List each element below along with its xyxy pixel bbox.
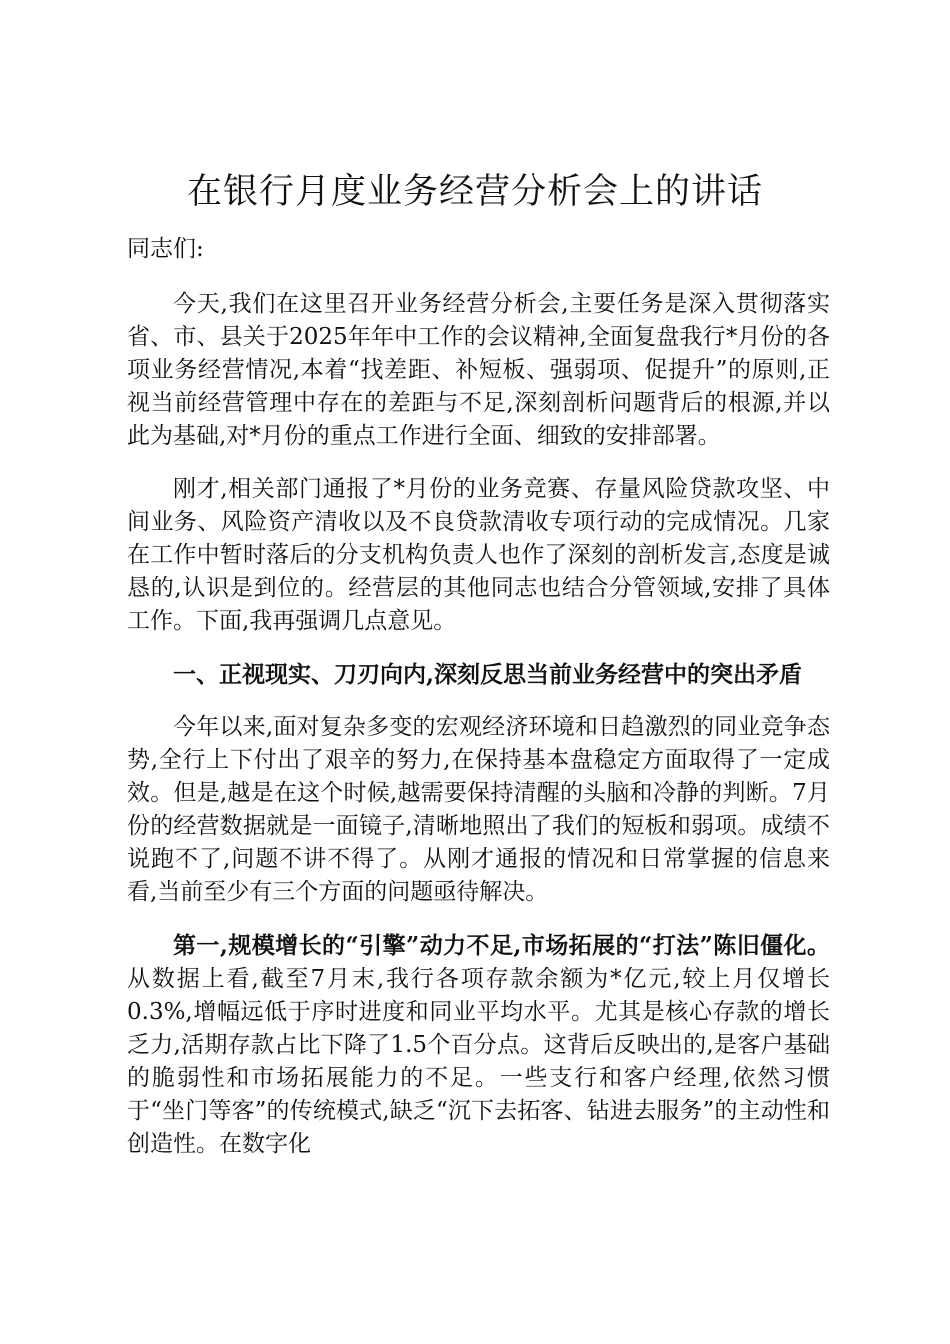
paragraph-briefing: 刚才,相关部门通报了*月份的业务竞赛、存量风险贷款攻坚、中间业务、风险资产清收以及不良贷款清收专项行动的完成情况。几家在工作中暂时落后的分支机构负责人也作了深刻的剖析发言,态度是诚恳的,认识是到位的。经营层的其他同志也结合分管领域,安排了具体工作。下面,我再强调几点意见。 xyxy=(127,476,830,634)
document-body xyxy=(127,233,830,1161)
salutation: 同志们: xyxy=(127,236,204,262)
paragraph-section-1: 今年以来,面对复杂多变的宏观经济环境和日趋激烈的同业竞争态势,全行上下付出了艰辛的努力,在保持基本盘稳定方面取得了一定成效。但是,越是在这个时候,越需要保持清醒的头脑和冷静的判断。7月份的经营数据就是一面镜子,清晰地照出了我们的短板和弱项。成绩不说跑不了,问题不讲不得了。从刚才通报的情况和日常掌握的信息来看,当前至少有三个方面的问题亟待解决。 xyxy=(127,714,830,905)
document-title: 在银行月度业务经营分析会上的讲话 xyxy=(186,172,763,212)
point-one-lead: 第一,规模增长的“引擎”动力不足,市场拓展的“打法”陈旧僵化。 xyxy=(173,932,830,959)
point-one-text: 从数据上看,截至7月末,我行各项存款余额为*亿元,较上月仅增长0.3%,增幅远低于序时进度和同业平均水平。尤其是核心存款的增长乏力,活期存款占比下降了1.5个百分点。这背后反映出的,是客户基础的脆弱性和市场拓展能力的不足。一些支行和客户经理,依然习惯于“坐门等客”的传统模式,缺乏“沉下去拓客、钻进去服务”的主动性和创造性。在数字化 xyxy=(127,966,830,1157)
paragraph-opening: 今天,我们在这里召开业务经营分析会,主要任务是深入贯彻落实省、市、县关于2025年年中工作的会议精神,全面复盘我行*月份的各项业务经营情况,本着“找差距、补短板、强弱项、促提升”的原则,正视当前经营管理中存在的差距与不足,深刻剖析问题背后的根源,并以此为基础,对*月份的重点工作进行全面、细致的安排部署。 xyxy=(127,291,830,449)
section-heading-1: 一、正视现实、刀刃向内,深刻反思当前业务经营中的突出矛盾 xyxy=(173,661,803,688)
paragraph-point-one xyxy=(127,929,830,1161)
